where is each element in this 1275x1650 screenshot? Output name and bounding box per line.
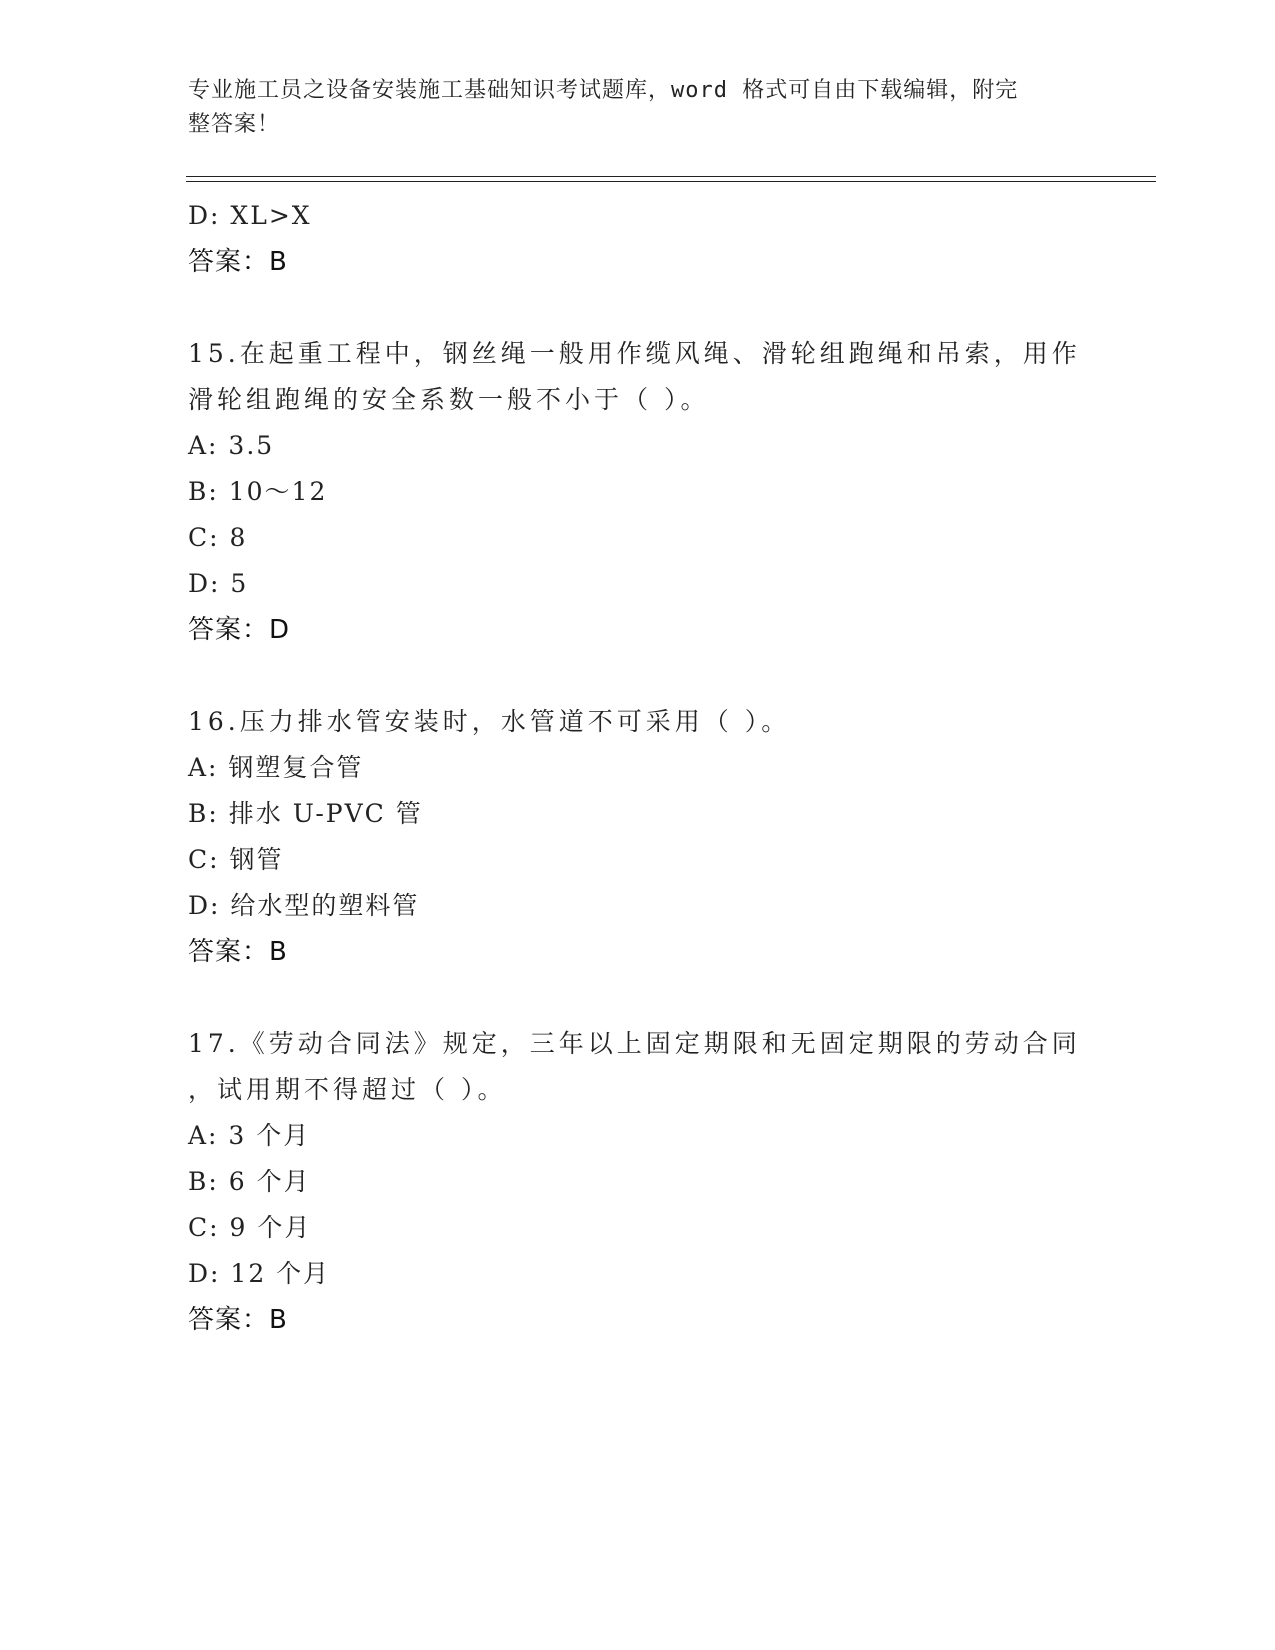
spacer [188, 975, 1088, 1021]
option-b: B: 10～12 [188, 477, 328, 506]
option-d: D: 5 [188, 569, 249, 598]
header-line-1: 专业施工员之设备安装施工基础知识考试题库，word 格式可自由下载编辑，附完 [188, 78, 1019, 103]
option-b: B: 6 个月 [188, 1167, 311, 1196]
option-b: B: 排水 U-PVC 管 [188, 799, 423, 828]
question-stem: 17.《劳动合同法》规定，三年以上固定期限和无固定期限的劳动合同 [188, 1029, 1081, 1058]
option-a: A: 3.5 [188, 431, 275, 460]
question-stem: 16.压力排水管安装时，水管道不可采用（ ）。 [188, 707, 791, 736]
document-header [188, 74, 1068, 142]
answer: 答案：B [188, 1305, 288, 1335]
option-d: D: XL>X [188, 201, 312, 230]
option-c: C: 9 个月 [188, 1213, 312, 1242]
question-16 [188, 699, 1088, 975]
question-15 [188, 331, 1088, 653]
option-c: C: 钢管 [188, 845, 284, 874]
header-divider-top [186, 176, 1156, 177]
option-a: A: 钢塑复合管 [188, 753, 364, 782]
question-stem: 15.在起重工程中，钢丝绳一般用作缆风绳、滑轮组跑绳和吊索，用作 [188, 339, 1081, 368]
spacer [188, 285, 1088, 331]
answer: 答案：B [188, 937, 288, 967]
answer: 答案：B [188, 247, 288, 277]
option-c: C: 8 [188, 523, 248, 552]
option-d: D: 给水型的塑料管 [188, 891, 420, 920]
question-17 [188, 1021, 1088, 1343]
header-line-2: 整答案！ [188, 112, 281, 137]
prev-question [188, 193, 1088, 285]
header-divider-bottom [186, 181, 1156, 182]
option-d: D: 12 个月 [188, 1259, 331, 1288]
option-a: A: 3 个月 [188, 1121, 311, 1150]
document-body [188, 193, 1088, 1343]
answer: 答案：D [188, 615, 291, 645]
spacer [188, 653, 1088, 699]
question-stem: 滑轮组跑绳的安全系数一般不小于（ ）。 [188, 385, 710, 414]
question-stem: ，试用期不得超过（ ）。 [188, 1075, 507, 1104]
